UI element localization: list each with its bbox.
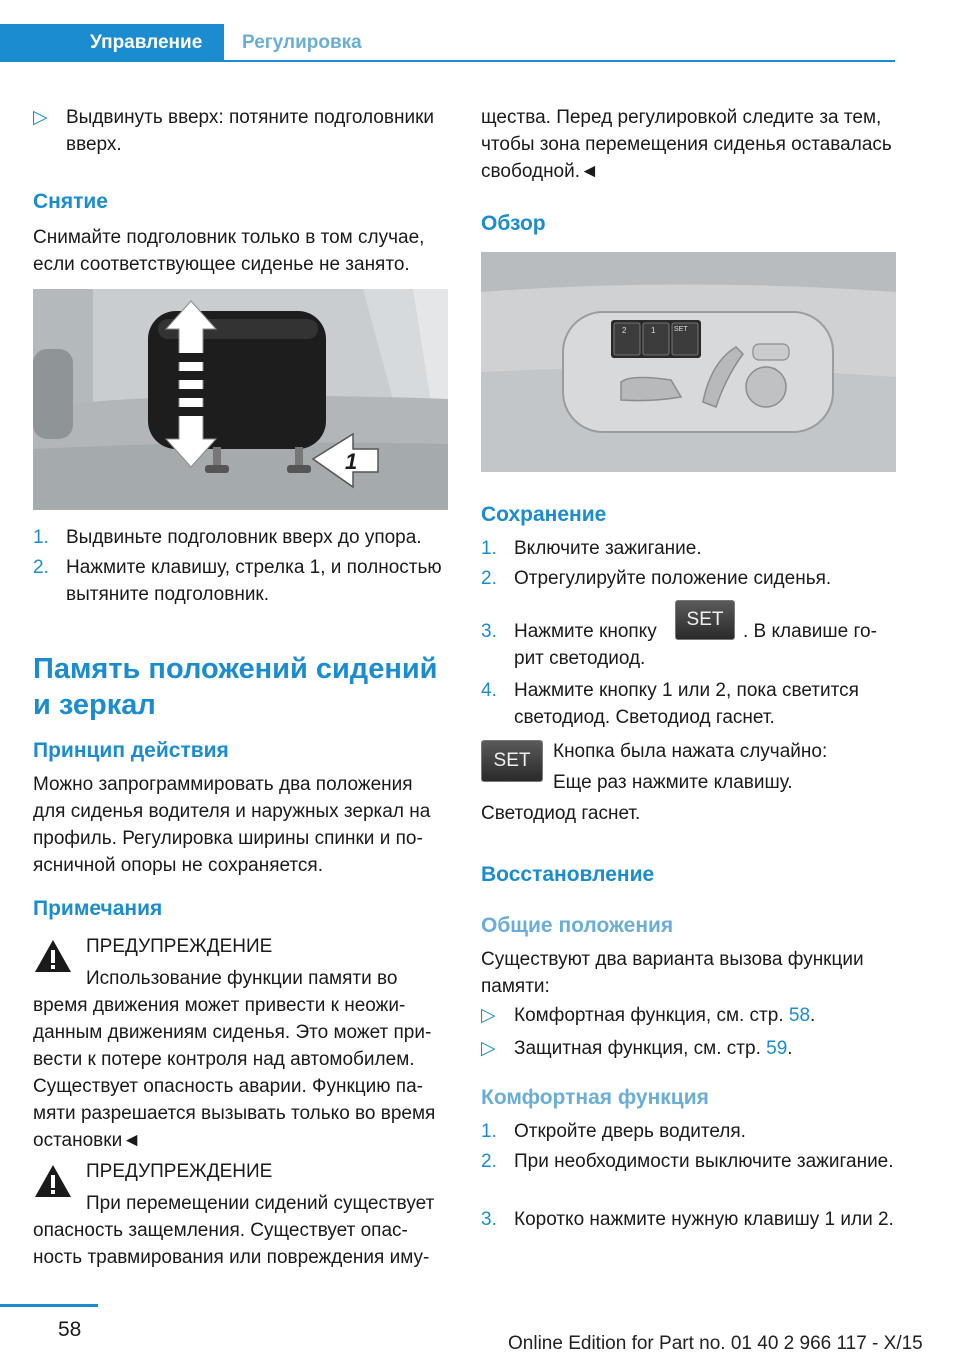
page-link[interactable]: 59 xyxy=(766,1038,788,1059)
seat-controls-photo xyxy=(481,252,896,472)
section-tab-adjustment[interactable]: Регулировка xyxy=(242,32,362,53)
warning-text: время движения может привести к неожиданным движениям сиденья. Это может привести к потере контроля над автомобилем. Существует опасность аварии. Функцию памяти разрешается вызывать только во время остановки◄ xyxy=(33,995,436,1151)
set-note: Еще раз нажмите клавишу. xyxy=(553,772,793,793)
warning-title: ПРЕДУПРЕЖДЕНИЕ xyxy=(86,936,273,957)
footer-rule xyxy=(0,1304,98,1307)
warning-text: При перемещении сидений существует xyxy=(86,1193,435,1214)
warning-text: Использование функции памяти во xyxy=(86,968,398,989)
memory-heading: Память положений сидений и зеркал xyxy=(33,653,438,721)
overview-heading: Обзор xyxy=(481,212,546,235)
header-rule xyxy=(0,60,895,62)
warning-text: опасность защемления. Существует опасность травмирования или повреждения иму- xyxy=(33,1220,430,1268)
headrest-photo xyxy=(33,289,448,510)
warning-title: ПРЕДУПРЕЖДЕНИЕ xyxy=(86,1161,273,1182)
page-number: 58 xyxy=(58,1318,82,1341)
triangle-bullet-icon: ▷ xyxy=(481,1005,496,1026)
set-note: Кнопка была нажата случайно: xyxy=(553,741,828,762)
warning-triangle-icon xyxy=(33,938,73,974)
save-heading: Сохранение xyxy=(481,503,607,526)
page-link[interactable]: 58 xyxy=(788,1005,811,1026)
list-item: 3. Нажмите кнопку SET . В клавише го- рит светодиод. xyxy=(481,618,896,676)
principle-heading: Принцип действия xyxy=(33,739,229,762)
triangle-bullet-icon: ▷ xyxy=(481,1038,496,1059)
edition-text: Online Edition for Part no. 01 40 2 966 117 - X/15 xyxy=(508,1333,923,1354)
warning-triangle-icon xyxy=(33,1163,73,1199)
photo-callout-1: 1 xyxy=(345,449,358,474)
comfort-heading: Комфортная функция xyxy=(481,1086,709,1109)
set-button-icon: SET xyxy=(675,600,735,640)
removal-heading: Снятие xyxy=(33,190,108,213)
continued-text: щества. Перед регулировкой следите за тем, чтобы зона перемещения сиденья оставалась свободной.◄ xyxy=(481,107,892,182)
memory-button-1: 1 xyxy=(651,326,656,335)
general-text: Существуют два варианта вызова функции памяти: xyxy=(481,949,864,997)
memory-set-button: SET xyxy=(674,326,688,333)
section-tab-controls[interactable]: Управление xyxy=(0,24,224,62)
principle-text: Можно запрограммировать два положения для сиденья водителя и наружных зеркал на профиль. Регулировка ширины спинки и поясничной опоры не сохраняется. xyxy=(33,774,431,876)
triangle-bullet-icon: ▷ xyxy=(33,107,48,128)
notes-heading: Примечания xyxy=(33,897,163,920)
restore-heading: Восстановление xyxy=(481,863,655,886)
led-off-text: Светодиод гаснет. xyxy=(481,803,641,824)
set-button-icon: SET xyxy=(481,740,543,782)
removal-text: Снимайте подголовник только в том случае, если соответствующее сиденье не занято. xyxy=(33,227,425,275)
memory-button-2: 2 xyxy=(622,326,627,335)
general-heading: Общие положения xyxy=(481,914,674,937)
page-header xyxy=(0,0,960,62)
